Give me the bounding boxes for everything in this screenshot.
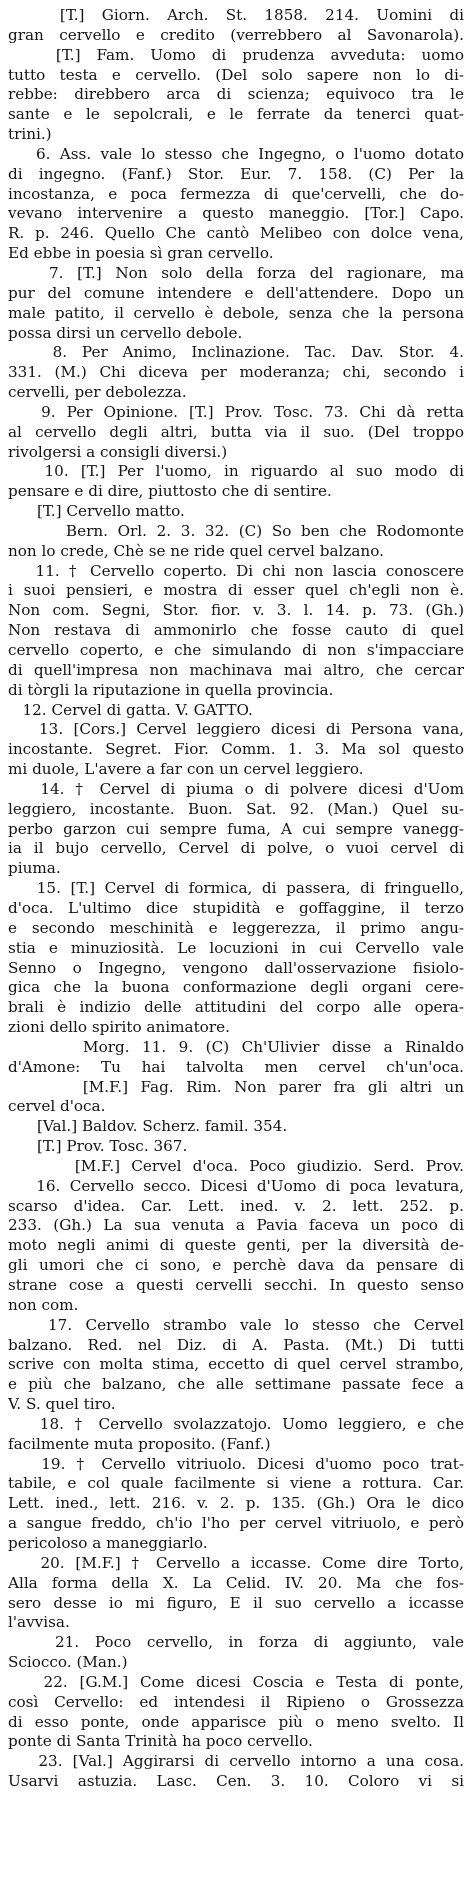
- text-line: strane cose a questi cervelli secchi. In questo senso: [8, 1276, 464, 1294]
- text-line: d'oca. L'ultimo dice stupidità e goffaggine, il terzo: [8, 898, 464, 917]
- text-line: mi duole, L'avere a far con un cervel leggiero.: [8, 760, 364, 779]
- text-line: possa dirsi un cervello debole.: [8, 323, 243, 342]
- text-line: 6. Ass. vale lo stesso che Ingegno, o l'uomo dotato: [8, 144, 464, 163]
- text-line: 7. [T.] Non solo della forza del ragionare, ma: [8, 263, 464, 282]
- text-line: zioni dello spirito animatore.: [8, 1018, 230, 1037]
- text-line: ia il bujo cervello, Cervel di polve, o vuoi cervel di: [8, 839, 464, 858]
- text-line: e più che balzano, che alle settimane passate fece a: [8, 1375, 464, 1394]
- text-line: [M.F.] Cervel d'oca. Poco giudizio. Serd. Prov.: [8, 1156, 464, 1175]
- text-line: tutto testa e cervello. (Del solo sapere non lo di-: [8, 65, 464, 84]
- text-line: 20. [M.F.] † Cervello a iccasse. Come dire Torto,: [8, 1553, 464, 1572]
- text-line: pericoloso a maneggiarlo.: [8, 1533, 208, 1552]
- text-line: [M.F.] Fag. Rim. Non parer fra gli altri un: [8, 1077, 464, 1096]
- text-line: Usarvi astuzia. Lasc. Cen. 3. 10. Coloro vi si: [8, 1772, 464, 1791]
- text-line: cervello coperto, e che simulando di non s'impacciare: [8, 641, 464, 659]
- text-line: Morg. 11. 9. (C) Ch'Ulivier disse a Rinaldo: [8, 1037, 464, 1056]
- text-line: 19. † Cervello vitriuolo. Dicesi d'uomo poco trat-: [8, 1454, 464, 1473]
- text-line: tabile, e col quale facilmente si viene a rottura. Car.: [8, 1474, 464, 1493]
- text-line: 22. [G.M.] Come dicesi Coscia e Testa di ponte,: [8, 1672, 464, 1691]
- text-line: 21. Poco cervello, in forza di aggiunto, vale: [8, 1633, 464, 1652]
- text-line: di ingegno. (Fanf.) Stor. Eur. 7. 158. (C) Per la: [8, 164, 464, 183]
- text-line: V. S. quel tiro.: [8, 1395, 116, 1414]
- text-line: balzano. Red. nel Diz. di A. Pasta. (Mt.) Di tutti: [8, 1335, 464, 1354]
- text-line: 18. † Cervello svolazzatojo. Uomo leggiero, e che: [8, 1414, 464, 1433]
- text-line: moto negli animi di queste genti, per la diversità de-: [8, 1236, 464, 1255]
- text-line: a sangue freddo, ch'io l'ho per cervel vitriuolo, e però: [8, 1514, 464, 1533]
- text-line: rivolgersi a consigli diversi.): [8, 442, 228, 461]
- text-line: Senno o Ingegno, vengono dall'osservazione fisiolo-: [8, 958, 464, 977]
- text-line: pur del comune intendere e dell'attendere. Dopo un: [8, 283, 464, 302]
- text-line: sero desse io mi figuro, E il suo cervello a iccasse: [8, 1593, 464, 1612]
- text-line: scrive con molta stima, eccetto di quel cervel strambo,: [8, 1355, 464, 1374]
- text-line: l'avvisa.: [8, 1613, 70, 1632]
- text-line: trini.): [8, 125, 52, 144]
- text-line: pensare e di dire, piuttosto che di sentire.: [8, 482, 332, 501]
- text-line: scarso d'idea. Car. Lett. ined. v. 2. lett. 252. p.: [8, 1196, 464, 1215]
- text-line: [T.] Giorn. Arch. St. 1858. 214. Uomini di: [8, 6, 464, 24]
- text-line: Sciocco. (Man.): [8, 1653, 128, 1672]
- text-line: incostante. Segret. Fior. Comm. 1. 3. Ma sol questo: [8, 740, 464, 759]
- text-line: i suoi pensieri, e mostra di esser quel ch'egli non è.: [8, 581, 464, 600]
- text-line: rebbe: direbbero arca di scienza; equivoco tra le: [8, 85, 464, 104]
- text-line: 233. (Gh.) La sua venuta a Pavia faceva un poco di: [8, 1216, 464, 1235]
- text-line: [T.] Fam. Uomo di prudenza avveduta: uomo: [8, 45, 464, 64]
- text-line: R. p. 246. Quello Che cantò Melibeo con dolce vena,: [8, 224, 464, 243]
- text-line: 16. Cervello secco. Dicesi d'Uomo di poca levatura,: [8, 1176, 464, 1195]
- text-line: 8. Per Animo, Inclinazione. Tac. Dav. Stor. 4.: [8, 343, 464, 362]
- text-line: non lo crede, Chè se ne ride quel cervel balzano.: [8, 541, 384, 560]
- text-line: gli umori che ci sono, e perchè dava da pensare di: [8, 1256, 464, 1275]
- text-line: di quell'impresa non machinava mai altro, che cercar: [8, 660, 464, 679]
- text-line: ponte di Santa Trinità ha poco cervello.: [8, 1732, 313, 1751]
- text-line: male patito, il cervello è debole, senza che la persona: [8, 303, 464, 322]
- text-line: Non com. Segni, Stor. fior. v. 3. l. 14. p. 73. (Gh.): [8, 601, 464, 620]
- text-line: d'Amone: Tu hai talvolta men cervel ch'un'oca.: [8, 1057, 464, 1076]
- text-line: di tòrgli la riputazione in quella provincia.: [8, 680, 334, 699]
- text-line: [T.] Prov. Tosc. 367.: [8, 1137, 188, 1156]
- text-line: vevano intervenire a questo maneggio. [Tor.] Capo.: [8, 204, 464, 223]
- text-line: stia e minuziosità. Le locuzioni in cui Cervello vale: [8, 938, 464, 957]
- text-line: gica che la buona conformazione degli organi cere-: [8, 978, 464, 997]
- text-line: 9. Per Opinione. [T.] Prov. Tosc. 73. Chi dà retta: [8, 402, 464, 421]
- text-line: piuma.: [8, 859, 61, 878]
- text-line: 13. [Cors.] Cervel leggiero dicesi di Persona vana,: [8, 720, 464, 739]
- text-line: perbo garzon cui sempre fuma, A cui sempre vanegg-: [8, 819, 464, 838]
- text-line: [Val.] Baldov. Scherz. famil. 354.: [8, 1117, 288, 1136]
- text-line: cervelli, per debolezza.: [8, 383, 187, 402]
- text-line: Ed ebbe in poesia sì gran cervello.: [8, 244, 274, 263]
- text-line: 11. † Cervello coperto. Di chi non lascia conoscere: [8, 561, 464, 580]
- text-line: leggiero, incostante. Buon. Sat. 92. (Man.) Quel su-: [8, 799, 464, 818]
- text-line: [T.] Cervello matto.: [8, 502, 185, 521]
- text-line: Bern. Orl. 2. 3. 32. (C) So ben che Rodomonte: [8, 521, 464, 540]
- text-line: e secondo meschinità e leggerezza, il primo angu-: [8, 918, 464, 937]
- text-line: cervel d'oca.: [8, 1097, 106, 1116]
- text-line: 17. Cervello strambo vale lo stesso che Cervel: [8, 1315, 464, 1334]
- text-line: Alla forma della X. La Celid. IV. 20. Ma che fos-: [8, 1573, 464, 1592]
- text-line: brali è indizio delle attitudini del corpo alle opera-: [8, 998, 464, 1017]
- text-line: sante e le sepolcrali, e le ferrate da tenerci quat-: [8, 105, 464, 124]
- text-line: 15. [T.] Cervel di formica, di passera, di fringuello,: [8, 879, 464, 898]
- text-line: Lett. ined., lett. 216. v. 2. p. 135. (Gh.) Ora le dico: [8, 1494, 464, 1513]
- text-line: 23. [Val.] Aggirarsi di cervello intorno a una cosa.: [8, 1752, 464, 1771]
- text-line: 10. [T.] Per l'uomo, in riguardo al suo modo di: [8, 462, 464, 481]
- text-line: facilmente muta proposito. (Fanf.): [8, 1434, 271, 1453]
- text-line: Non restava di ammonirlo che fosse cauto di quel: [8, 621, 464, 640]
- text-line: di esso ponte, onde apparisce più o meno svelto. Il: [8, 1712, 464, 1731]
- text-line: 331. (M.) Chi diceva per moderanza; chi, secondo i: [8, 363, 464, 382]
- text-line: 14. † Cervel di piuma o di polvere dicesi d'Uom: [8, 779, 464, 798]
- text-line: gran cervello e credito (verrebbero al Savonarola).: [8, 25, 464, 44]
- text-line: incostanza, e poca fermezza di que'cervelli, che do-: [8, 184, 464, 203]
- text-line: 12. Cervel di gatta. V. GATTO.: [8, 700, 253, 719]
- text-line: al cervello degli altri, butta via il suo. (Del troppo: [8, 422, 464, 441]
- text-line: così Cervello: ed intendesi il Ripieno o Grossezza: [8, 1692, 464, 1711]
- text-line: non com.: [8, 1295, 79, 1314]
